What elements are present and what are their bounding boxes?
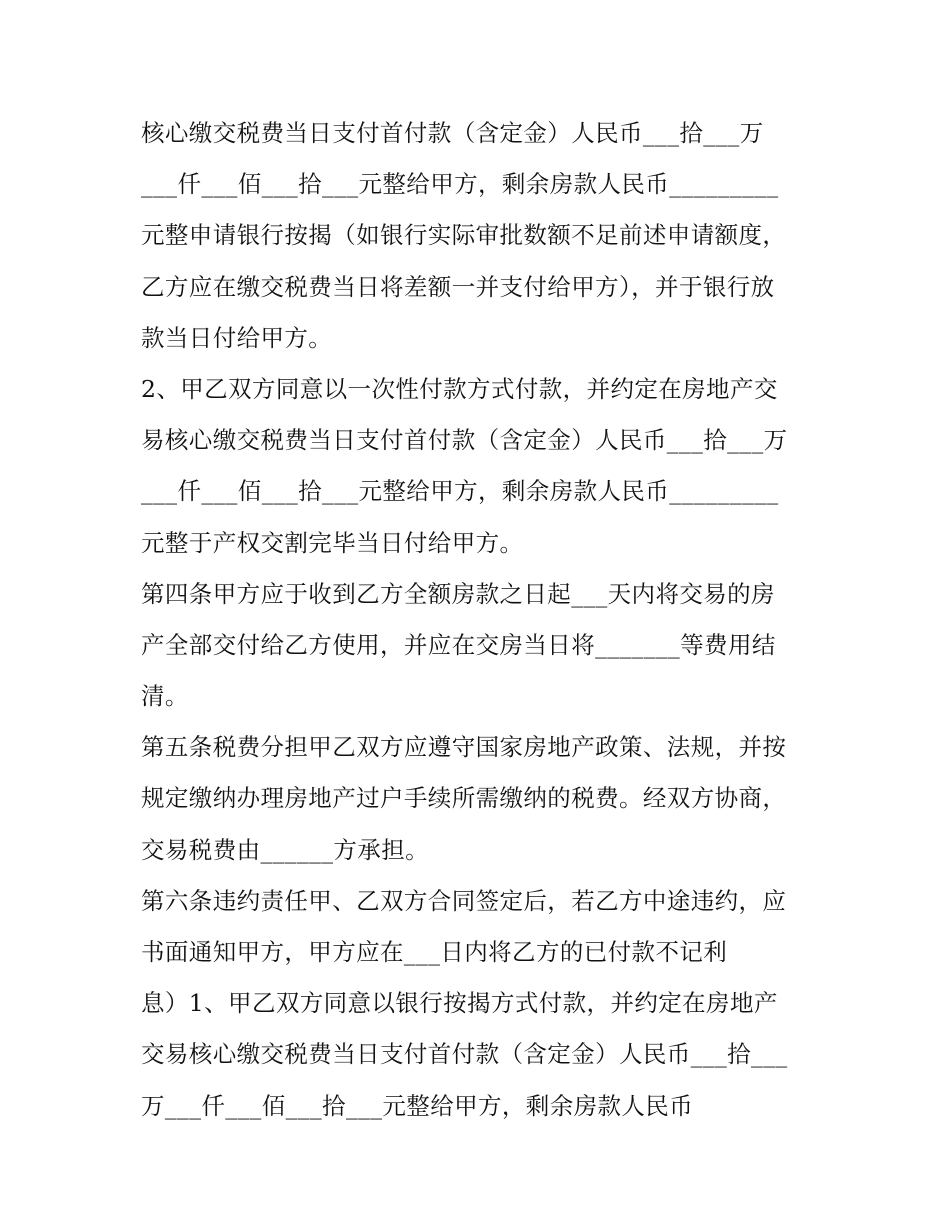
text-line: 2、甲乙双方同意以一次性付款方式付款，并约定在房地产交 — [141, 374, 778, 403]
text-line: ___仟___佰___拾___元整给甲方，剩余房款人民币_________ — [141, 477, 779, 506]
text-line: 交易税费由______方承担。 — [141, 835, 429, 864]
text-line: 乙方应在缴交税费当日将差额一并支付给甲方），并于银行放 — [141, 272, 775, 301]
text-line: 交易核心缴交税费当日支付首付款（含定金）人民币___拾___ — [141, 1040, 788, 1069]
text-line: 元整于产权交割完毕当日付给甲方。 — [141, 528, 524, 557]
text-line: 产全部交付给乙方使用，并应在交房当日将_______等费用结 — [141, 630, 776, 659]
text-line: 第六条违约责任甲、乙双方合同签定后，若乙方中途违约，应 — [141, 886, 787, 915]
text-line: 第五条税费分担甲乙双方应遵守国家房地产政策、法规，并按 — [141, 733, 787, 762]
text-line: 第四条甲方应于收到乙方全额房款之日起___天内将交易的房 — [141, 579, 775, 608]
text-line: 清。 — [141, 682, 189, 711]
contract-text — [141, 108, 821, 1132]
text-line: 万___仟___佰___拾___元整给甲方，剩余房款人民币 — [141, 1091, 694, 1120]
text-line: 息）1、甲乙双方同意以银行按揭方式付款，并约定在房地产 — [141, 989, 778, 1018]
text-line: 规定缴纳办理房地产过户手续所需缴纳的税费。经双方协商， — [141, 784, 787, 813]
text-line: ___仟___佰___拾___元整给甲方，剩余房款人民币_________ — [141, 170, 779, 199]
text-line: 元整申请银行按揭（如银行实际审批数额不足前述申请额度， — [141, 221, 787, 250]
text-line: 款当日付给甲方。 — [141, 323, 333, 352]
text-line: 核心缴交税费当日支付首付款（含定金）人民币___拾___万 — [141, 119, 764, 147]
text-line: 书面通知甲方，甲方应在___日内将乙方的已付款不记利 — [141, 938, 728, 966]
text-line: 易核心缴交税费当日支付首付款（含定金）人民币___拾___万 — [141, 426, 788, 455]
